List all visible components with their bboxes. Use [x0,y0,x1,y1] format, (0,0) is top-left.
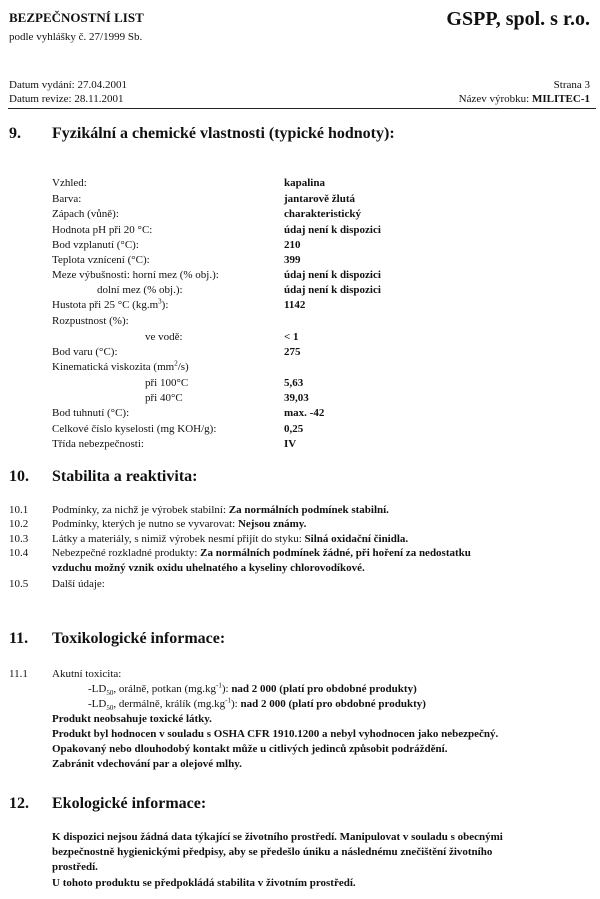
ld50-unit-exponent: -1 [215,681,222,690]
property-value: 5,63 [284,377,304,389]
tox-line-2: Produkt byl hodnocen v souladu s OSHA CFR 1910.1200 a nebyl vyhodnocen jako nebezpečný. [52,728,499,740]
property-label [52,407,129,419]
item-number: 10.2 [9,518,29,530]
property-label [52,438,144,450]
page-number: Strana 3 [553,79,590,91]
eco-line-3: prostředí. [52,861,98,873]
property-label-text: Bod vzplanutí (°C): [52,239,139,251]
item-text: Podmínky, kterých je nutno se vyvarovat: [52,518,236,530]
header-divider [8,108,596,109]
property-value: 399 [284,254,301,266]
property-value: 210 [284,239,301,251]
property-value: údaj není k dispozici [284,269,381,281]
property-label-text: Kinematická viskozita (mm [52,361,175,373]
company-name: GSPP, spol. s r.o. [446,8,590,30]
property-label [52,177,87,189]
property-label-text: Bod tuhnutí (°C): [52,407,130,419]
ld50-route: , orálně, potkan (mg.kg [113,683,216,695]
item-number: 10.3 [9,533,29,545]
item-10-1 [9,504,389,516]
issue-date-label: Datum vydání: [9,79,75,91]
property-value: charakteristický [284,208,361,220]
property-label [52,239,139,251]
item-value: Nejsou známy. [237,518,307,530]
property-label [52,208,119,220]
item-10-2 [9,518,306,530]
property-label [52,269,219,281]
tox-line-3: Opakovaný nebo dlouhodobý kontakt může u citlivých jedinců způsobit podráždění. [52,743,448,755]
item-10-4-continued: vzduchu možný vznik oxidu uhelnatého a kyseliny chlorovodíkové. [52,562,365,574]
property-value: max. -42 [284,407,325,419]
item-11-1 [9,668,121,680]
ld50-oral-row [88,681,417,698]
tox-line-1: Produkt neobsahuje toxické látky. [52,713,212,725]
property-label-end: ): [161,299,169,311]
product-name-row [459,93,590,105]
ld50-prefix: -LD [88,698,107,710]
eco-line-2: bezpečnostně hygienickými předpisy, aby se předešlo úniku a následnému znečištění životního [52,846,493,858]
document-title: BEZPEČNOSTNÍ LIST [9,10,144,25]
property-label-text: Zápach (vůně): [52,208,119,220]
property-value: údaj není k dispozici [284,224,381,236]
ld50-dermal-value: nad 2 000 (platí pro obdobné produkty) [240,698,426,710]
property-value: kapalina [284,177,325,189]
section-11-title: Toxikologické informace: [52,630,226,647]
property-label-end: /s) [177,361,189,373]
ld50-dermal-row [88,696,426,713]
item-10-4 [9,547,471,559]
property-label-text: Vzhled: [52,177,87,189]
eco-line-4: U tohoto produktu se předpokládá stabilita v životním prostředí. [52,877,356,889]
item-text: Nebezpečné rozkladné produkty: [52,547,198,559]
issue-date-value: 27.04.2001 [77,79,127,91]
item-value: Za normálních podmínek žádné, při hoření za nedostatku [200,547,471,559]
item-text: Další údaje: [52,578,105,590]
ld50-subscript: 50 [106,689,114,698]
tox-line-4: Zabránit vdechování par a olejové mlhy. [52,758,242,770]
product-name-label: Název výrobku: [458,93,530,105]
property-label [52,254,150,266]
property-label [145,392,183,404]
property-label-text: Hodnota pH při 20 °C: [52,224,153,236]
property-label-text: Hustota při 25 °C (kg.m [52,299,159,311]
section-12-title: Ekologické informace: [52,795,207,812]
property-label-text: Teplota vznícení (°C): [52,254,150,266]
ld50-unit-end: ): [221,683,229,695]
property-value: jantarově žlutá [284,193,355,205]
item-10-5 [9,578,105,590]
property-label-exponent: 3 [158,297,162,306]
ld50-oral-value: nad 2 000 (platí pro obdobné produkty) [231,683,417,695]
property-label [52,224,152,236]
property-label-text: ve vodě: [145,331,183,343]
property-label-text: Třída nebezpečnosti: [52,438,144,450]
ld50-unit-exponent: -1 [225,696,231,705]
section-11-number: 11. [9,630,29,647]
property-label [145,331,183,343]
section-10-title: Stabilita a reaktivita: [52,468,198,485]
property-label-text: při 100°C [145,377,189,389]
property-value: 0,25 [284,423,304,435]
issue-date-row [9,79,127,91]
property-value: 39,03 [284,392,309,404]
item-number: 10.4 [9,547,29,559]
property-label-text: Celkové číslo kyselosti (mg KOH/g): [52,423,217,435]
ld50-subscript: 50 [106,704,114,713]
property-label-text: Rozpustnost (%): [52,315,129,327]
item-value: Za normálních podmínek stabilní. [228,504,389,516]
property-label [52,346,118,358]
property-value: údaj není k dispozici [284,284,381,296]
item-number: 10.5 [9,578,29,590]
section-12-number: 12. [9,795,29,812]
section-10-number: 10. [9,468,29,485]
ld50-prefix: -LD [88,683,107,695]
item-number: 10.1 [9,504,29,516]
item-value: Silná oxidační činidla. [304,533,409,545]
item-text: Podmínky, za nichž je výrobek stabilní: [52,504,227,516]
property-label-exponent: 2 [174,359,178,368]
property-label [52,423,216,435]
revision-date-label: Datum revize: [9,93,72,105]
property-label-text: Barva: [52,193,82,205]
section-9-title: Fyzikální a chemické vlastnosti (typické hodnoty): [52,125,395,142]
section-9-number: 9. [9,125,21,142]
item-10-3 [9,533,408,545]
property-value: < 1 [284,331,299,343]
regulation-reference: podle vyhlášky č. 27/1999 Sb. [9,31,143,43]
property-label [52,299,168,311]
property-label [52,361,189,373]
ld50-unit-end: ): [230,698,238,710]
property-value: 1142 [284,299,306,311]
property-label [52,193,81,205]
item-number: 11.1 [9,668,28,680]
property-label [52,315,129,327]
property-label [145,377,188,389]
property-value: 275 [284,346,301,358]
property-label-text: Meze výbušnosti: horní mez (% obj.): [52,269,219,281]
property-label-text: Bod varu (°C): [52,346,118,358]
ld50-route: , dermálně, králík (mg.kg [113,698,226,710]
item-text: Akutní toxicita: [52,668,122,680]
revision-date-value: 28.11.2001 [74,93,124,105]
eco-line-1: K dispozici nejsou žádná data týkající se životního prostředí. Manipulovat v souladu s obecnými [52,831,503,843]
item-text: Látky a materiály, s nimiž výrobek nesmí přijít do styku: [52,533,302,545]
property-label-text: dolní mez (% obj.): [97,284,183,296]
property-value: IV [284,438,297,450]
revision-date-row [9,93,123,105]
product-name-value: MILITEC-1 [531,93,590,105]
property-label [97,284,183,296]
property-label-text: při 40°C [145,392,183,404]
